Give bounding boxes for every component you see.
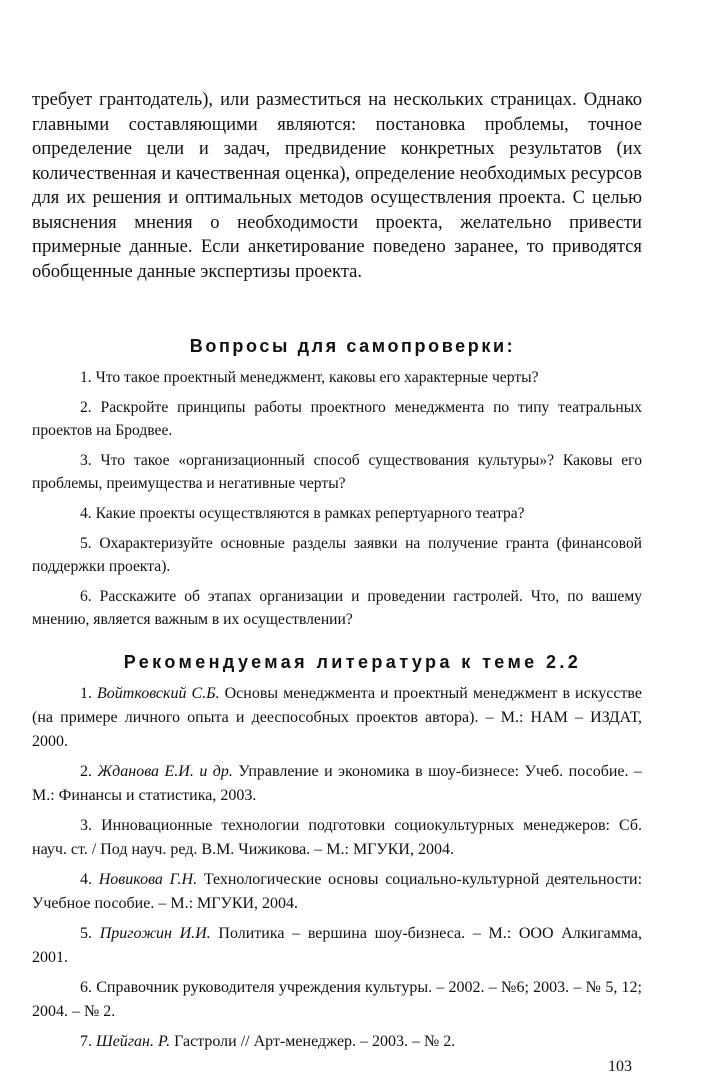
- literature-item-number: 6.: [80, 979, 92, 996]
- literature-item-author: Пригожин И.И.: [99, 925, 211, 942]
- literature-item: [32, 922, 642, 970]
- literature-item-text: Управление и экономика в шоу-бизнесе: Учеб. пособие. – М.: Финансы и статистика, 2003.: [32, 763, 643, 804]
- literature-item-number: 3.: [80, 817, 92, 834]
- question-item: 2. Раскройте принципы работы проектного менеджмента по типу театральных проектов на Бродвее.: [32, 399, 642, 439]
- question-item: 6. Расскажите об этапах организации и проведении гастролей. Что, по вашему мнению, является важным в их осуществлении?: [32, 588, 642, 628]
- literature-item-author: Новикова Г.Н.: [98, 871, 198, 888]
- literature-item-author: Жданова Е.И. и др.: [97, 763, 233, 780]
- question-item: 4. Какие проекты осуществляются в рамках репертуарного театра?: [80, 505, 525, 522]
- literature-item: [32, 682, 642, 754]
- literature-item-text: Политика – вершина шоу-бизнеса. – М.: ООО Алкигамма, 2001.: [32, 925, 643, 966]
- literature-item-text: Справочник руководителя учреждения культуры. – 2002. – №6; 2003. – № 5, 12; 2004. – № 2.: [32, 979, 642, 1020]
- literature-item-number: 2.: [80, 763, 92, 780]
- literature-item-author: Шейган. Р.: [96, 1033, 171, 1050]
- literature-item-number: 5.: [80, 925, 92, 942]
- literature-item: [32, 1030, 642, 1054]
- literature-item: [32, 976, 642, 1024]
- literature-item-text: Гастроли // Арт-менеджер. – 2003. – № 2.: [174, 1033, 456, 1050]
- literature-item: [32, 868, 642, 916]
- literature-heading: Рекомендуемая литература к теме 2.2: [123, 652, 582, 672]
- literature-item-number: 7.: [80, 1033, 92, 1050]
- intro-paragraph: требует грантодатель), или разместиться на нескольких страницах. Однако главными составляющими являются: постановка проблемы, точное определение цели и задач, предвидение конкретных результатов (их количественная и качественная оценка), определение необходимых ресурсов для их решения и оптимальных методов осуществления проекта. С целью выяснения мнения о необходимости проекта, желательно привести примерные данные. Если анкетирование поведено заранее, то приводятся обобщенные данные экспертизы проекта.: [32, 89, 642, 282]
- questions-heading: Вопросы для самопроверки:: [189, 336, 516, 356]
- literature-list: [32, 682, 642, 1060]
- literature-item-text: Инновационные технологии подготовки социокультурных менеджеров: Сб. науч. ст. / Под науч. ред. В.М. Чижикова. – М.: МГУКИ, 2004.: [32, 817, 643, 858]
- literature-item: [32, 814, 642, 862]
- literature-item-number: 4.: [80, 871, 92, 888]
- page-number: 103: [608, 1058, 632, 1075]
- question-item: 5. Охарактеризуйте основные разделы заявки на получение гранта (финансовой поддержки проекта).: [32, 535, 642, 575]
- literature-item-text: Основы менеджмента и проектный менеджмент в искусстве (на примере личного опыта и дееспособных проектов автора). – М.: НАМ – ИЗДАТ, 2000.: [32, 685, 642, 750]
- question-item: 1. Что такое проектный менеджмент, каковы его характерные черты?: [80, 369, 539, 386]
- literature-item-text: Технологические основы социально-культурной деятельности: Учебное пособие. – М.: МГУКИ, 2004.: [32, 871, 643, 912]
- question-item: 3. Что такое «организационный способ существования культуры»? Каковы его проблемы, преимущества и негативные черты?: [32, 452, 642, 492]
- literature-item-author: Войтковский С.Б.: [96, 685, 220, 702]
- literature-item-number: 1.: [80, 685, 92, 702]
- questions-list: [32, 366, 642, 638]
- literature-item: [32, 760, 642, 808]
